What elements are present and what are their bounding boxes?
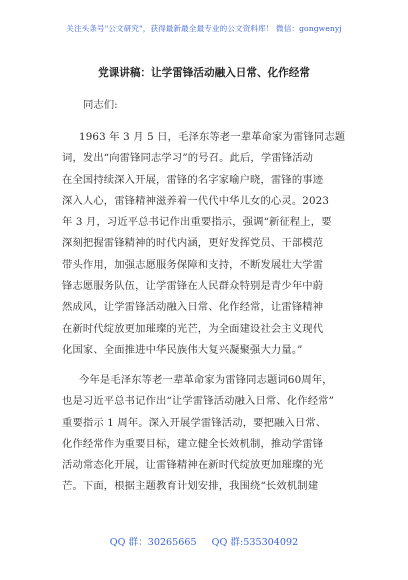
paragraph-line: 也是习近平总书记作出“让学雷锋活动融入日常、化作经常” xyxy=(62,395,334,408)
paragraph-line: 芒。下面，根据主题教育计划安排，我围绕“长效机制建 xyxy=(62,480,319,493)
paragraph-line: 词，发出“向雷锋同志学习”的号召。此后，学雷锋活动 xyxy=(62,152,314,165)
paragraph-line: 深入人心，雷锋精神滋养着一代代中华儿女的心灵。2023 xyxy=(62,194,330,207)
paragraph-line: 化作经常作为重要目标，建立健全长效机制，推动学雷锋 xyxy=(62,437,324,450)
paragraph-line: 然成风，让学雷锋活动融入日常、化作经常，让雷锋精神 xyxy=(62,301,324,314)
paragraph-line: 在全国持续深入开展，雷锋的名字家喻户晓，雷锋的事迹 xyxy=(62,173,324,186)
qq-group-1: QQ 群：30265665 xyxy=(109,537,197,548)
promo-banner: 关注头条号"公文研究"，获得最新最全最专业的公文资料库！ 微信：gongwenyj xyxy=(66,24,342,33)
paragraph-2 xyxy=(62,370,352,498)
paragraph-1 xyxy=(62,127,352,361)
paragraph-line: 在新时代绽放更加璀璨的光芒，为全面建设社会主义现代 xyxy=(62,322,324,335)
paragraph-line: 年 3 月，习近平总书记作出重要指示，强调“新征程上，要 xyxy=(62,216,332,229)
footer xyxy=(0,534,408,548)
paragraph-line: 带头作用，加强志愿服务保障和支持，不断发展壮大学雷 xyxy=(62,258,324,271)
paragraph-line: 1963 年 3 月 5 日，毛泽东等老一辈革命家为雷锋同志题 xyxy=(79,131,346,143)
paragraph-line: 锋志愿服务队伍，让学雷锋在人民群众特别是青少年中蔚 xyxy=(62,280,324,293)
paragraph-line: 重要指示 1 周年。深入开展学雷锋活动，要把融入日常、 xyxy=(62,416,327,429)
paragraph-line: 化国家、全面推进中华民族伟大复兴凝聚强大力量。” xyxy=(62,343,303,356)
salutation: 同志们: xyxy=(83,99,118,111)
page-title: 党课讲稿：让学雷锋活动融入日常、化作经常 xyxy=(98,67,310,79)
paragraph-line: 深刻把握雷锋精神的时代内涵，更好发挥党员、干部模范 xyxy=(62,237,324,250)
paragraph-line: 活动常态化开展，让雷锋精神在新时代绽放更加璀璨的光 xyxy=(62,459,324,472)
qq-group-2: QQ 群:535304092 xyxy=(211,537,299,548)
paragraph-line: 今年是毛泽东等老一辈革命家为雷锋同志题词60周年， xyxy=(79,374,333,386)
